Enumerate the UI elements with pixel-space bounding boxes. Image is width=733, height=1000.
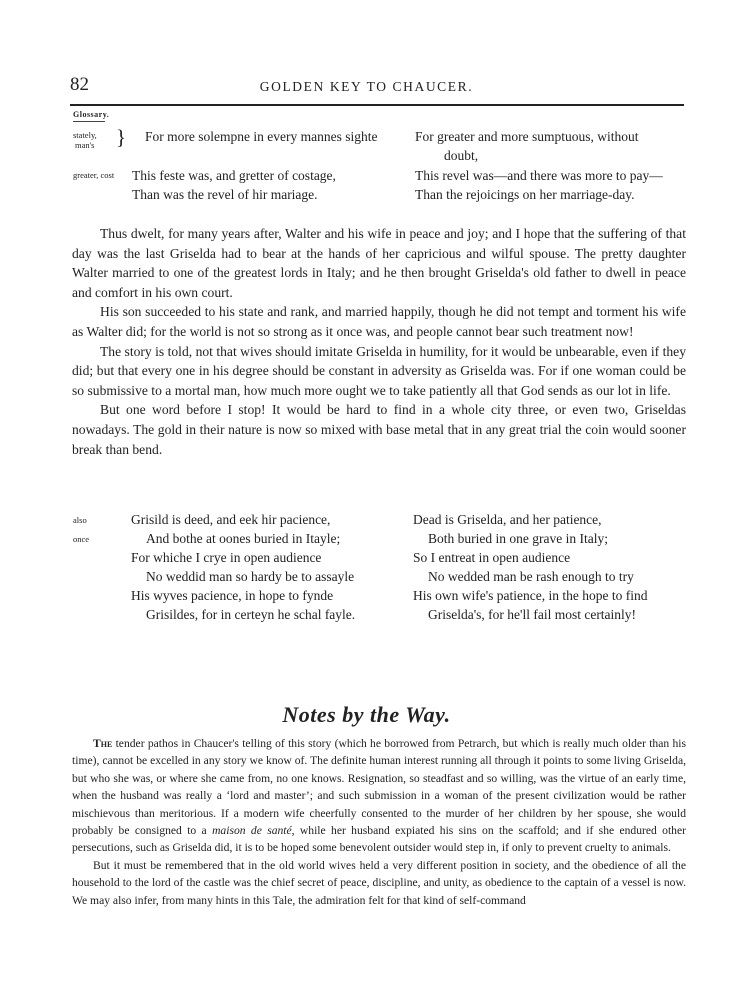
prose-paragraph: His son succeeded to his state and rank, and married happily, though he did not tempt and torment his wife as Walter did; for the world is not so strong as it once was, and people cannot bear such treatment now! <box>72 304 686 339</box>
verse-modern-line: No wedded man be rash enough to try <box>428 569 634 584</box>
gloss-brace: } <box>116 125 127 149</box>
gloss-greater-cost: greater, cost <box>73 170 115 180</box>
prose-paragraph: The story is told, not that wives should imitate Griselda in humility, for it would be unbearable, even if they did; but that every one in his degree should be constant in adversity as Griselda was. For if one woman could be so submissive to a mortal man, how much more ought we to take patiently all that God sends as our lot in life. <box>72 343 686 398</box>
page-number: 82 <box>70 74 89 95</box>
verse-modern-line: Dead is Griselda, and her patience, <box>413 512 602 527</box>
prose-paragraph: But one word before I stop! It would be hard to find in a whole city three, or even two, Griseldas nowadays. The gold in their nature is now so mixed with base metal that in any great trial the coin would sooner break than bend. <box>72 402 686 457</box>
glossary-label: Glossary. <box>73 110 110 119</box>
header-rule <box>70 104 684 106</box>
notes-paragraph: But it must be remembered that in the old world wives held a very different position in society, and the obedience of all the household to the lord of the castle was the chief secret of peace, discipline, and unity, as obedience to the captain of a vessel is now. We may also infer, from many hints in this Tale, the admiration felt for that kind of self-command <box>72 858 686 907</box>
notes-text: tender pathos in Chaucer's telling of this story (which he borrowed from Petrarch, but which is really much older than his time), cannot be excelled in any story we know of. The definite human interest running all through it points to some living Griselda, but who she was, or where she came from, no one knows. Resignation, so steadfast and so willing, was the virtue of an early time, when the husband was really a ‘lord and master’; and such submission in a woman of the present civilization would be rather mischievous than meritorious. If a modern wife cheerfully consented to the murder of her children by her spouse, she would probably be consigned to a <box>72 737 686 838</box>
verse-middle-line: This feste was, and gretter of costage, <box>132 168 336 183</box>
verse-middle-line: For whiche I crye in open audience <box>131 550 322 565</box>
verse-modern-line: doubt, <box>444 148 479 163</box>
gloss-once: once <box>73 534 90 544</box>
glossary-underline <box>73 121 105 122</box>
notes-heading: Notes by the Way. <box>282 702 451 727</box>
gloss-also: also <box>73 515 87 525</box>
verse-modern-line: Both buried in one grave in Italy; <box>428 531 608 546</box>
prose-body <box>72 224 686 459</box>
notes-italic-phrase: maison de santé <box>212 824 292 838</box>
verse-modern-line: So I entreat in open audience <box>413 550 571 565</box>
verse-middle-line: Than was the revel of hir mariage. <box>132 187 318 202</box>
notes-lead-word: The <box>93 737 113 750</box>
verse-middle-line: Grisildes, for in certeyn he schal fayle. <box>146 607 356 622</box>
prose-paragraph: Thus dwelt, for many years after, Walter and his wife in peace and joy; and I hope that the suffering of that day was the last Griselda had to bear at the hands of her capricious and wilful spouse. The pretty daughter Walter married to one of the greatest lords in Italy; and he then brought Griselda's old father to dwell in peace and comfort in his own court. <box>72 226 686 300</box>
verse-modern-line: His own wife's patience, in the hope to find <box>413 588 648 603</box>
verse-modern-line: For greater and more sumptuous, without <box>415 129 639 144</box>
verse-middle-line: And bothe at oones buried in Itayle; <box>146 531 341 546</box>
verse-middle-line: For more solempne in every mannes sighte <box>145 129 378 144</box>
verse-modern-line: This revel was—and there was more to pay— <box>415 168 663 183</box>
verse-middle-line: Grisild is deed, and eek hir pacience, <box>131 512 331 527</box>
verse-middle-line: No weddid man so hardy be to assayle <box>146 569 355 584</box>
notes-body <box>72 735 686 909</box>
gloss-stately: stately, <box>73 130 97 140</box>
notes-paragraph <box>72 735 686 857</box>
gloss-mans: man's <box>75 140 95 150</box>
notes-text: , while her husband expiated his sins on the scaffold; and if she endured other persecutions, such as Griselda did, it is to be hoped some benevolent outsider would step in, if only to prevent cruelty to animals. <box>72 824 686 855</box>
verse-modern-line: Than the rejoicings on her marriage-day. <box>415 187 635 202</box>
running-title: GOLDEN KEY TO CHAUCER. <box>259 79 474 94</box>
verse-middle-line: His wyves pacience, in hope to fynde <box>131 588 334 603</box>
verse-modern-line: Griselda's, for he'll fail most certainly! <box>428 607 637 622</box>
